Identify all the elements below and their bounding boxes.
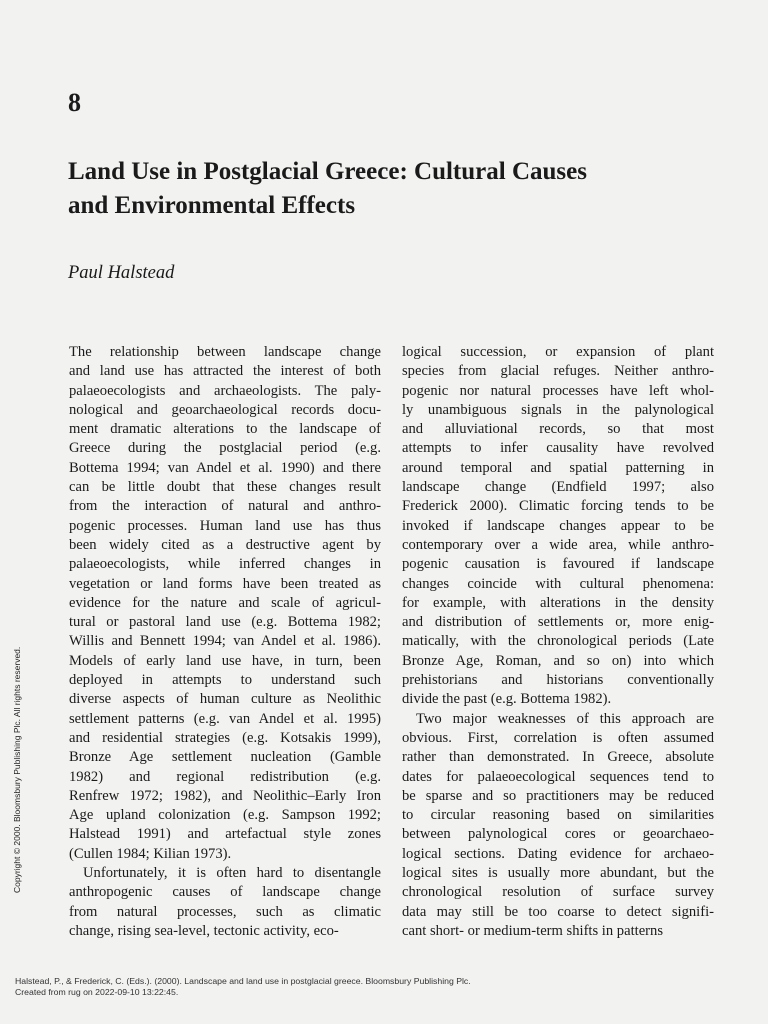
body-text-line: Two major weaknesses of this approach are — [416, 710, 714, 727]
copyright-sidenote: Copyright © 2000. Bloomsbury Publishing Plc. All rights reserved. — [12, 646, 22, 893]
page-footer — [15, 976, 471, 998]
body-text-line: deployed in attempts to understand such — [69, 672, 381, 689]
footer-created: Created from rug on 2022-09-10 13:22:45. — [15, 987, 179, 997]
body-column-left — [69, 343, 381, 941]
body-text-line: Age upland colonization (e.g. Sampson 1992; — [69, 807, 381, 824]
body-text-line: 1982) and regional redistribution (e.g. — [69, 768, 381, 785]
chapter-title-line: Land Use in Postglacial Greece: Cultural Causes — [68, 158, 587, 185]
body-text-line: ly unambiguous signals in the palynological — [402, 401, 714, 418]
body-text-line: diverse aspects of human culture as Neolithic — [69, 691, 381, 708]
body-text-line: Models of early land use have, in turn, been — [69, 652, 381, 669]
body-text-line: chronological resolution of surface survey — [402, 884, 714, 901]
body-text-line: around temporal and spatial patterning in — [402, 459, 714, 476]
body-text-line: vegetation or land forms have been treated as — [69, 575, 381, 592]
chapter-number: 8 — [68, 88, 81, 117]
body-text-line: logical sites is usually more abundant, but the — [402, 865, 714, 882]
body-text-line: logical succession, or expansion of plant — [402, 344, 714, 360]
body-text-line: nological and geoarchaeological records docu- — [69, 401, 381, 418]
body-text-line: pogenic causation is favoured if landscape — [402, 556, 714, 573]
chapter-title — [68, 155, 708, 223]
body-text-line: invoked if landscape changes appear to be — [402, 517, 714, 534]
body-text-line: dates for palaeoecological sequences tend to — [402, 768, 714, 785]
body-text-line: contemporary over a wide area, while anthro- — [402, 536, 714, 553]
body-text-line: from the interaction of natural and anthro- — [69, 498, 381, 515]
footer-citation: Halstead, P., & Frederick, C. (Eds.). (2000). Landscape and land use in postglacial greece. Bloomsbury Publishing Plc. — [15, 976, 471, 986]
body-text-line: been widely cited as a destructive agent by — [69, 536, 381, 553]
body-text-line: Halstead 1991) and artefactual style zones — [69, 826, 381, 843]
body-text-line: changes coincide with cultural phenomena: — [402, 575, 714, 592]
body-text-line: to circular reasoning based on similarities — [402, 807, 714, 824]
body-column-right — [402, 343, 714, 941]
body-text-line: and residential strategies (e.g. Kotsakis 1999), — [69, 729, 381, 746]
body-text-line: palaeoecologists and archaeologists. The paly- — [69, 382, 381, 399]
body-text-line: matically, with the chronological periods (Late — [402, 633, 714, 650]
body-text-line: Bottema 1994; van Andel et al. 1990) and there — [69, 459, 381, 476]
body-text-line: ment dramatic alterations to the landscape of — [69, 421, 381, 438]
body-text-line: obvious. First, correlation is often assumed — [402, 729, 714, 746]
body-text-line: for example, with alterations in the density — [402, 594, 714, 611]
body-text-line: be sparse and so practitioners may be reduced — [402, 787, 714, 804]
body-text-line: pogenic processes. Human land use has thus — [69, 517, 381, 534]
body-text-line: Renfrew 1972; 1982), and Neolithic–Early Iron — [69, 787, 381, 804]
body-text-line: can be little doubt that these changes result — [69, 479, 381, 496]
body-text-line: Bronze Age, Roman, and so on) into which — [402, 652, 714, 669]
body-text-line: The relationship between landscape change — [69, 344, 381, 360]
body-text-line: Willis and Bennett 1994; van Andel et al. 1986). — [69, 633, 381, 650]
body-text-line: attempts to infer causality have revolved — [402, 440, 714, 457]
body-text-line: and distribution of settlements or, more enig- — [402, 614, 714, 631]
body-text-line: evidence for the nature and scale of agricul- — [69, 594, 381, 611]
body-text-line: Unfortunately, it is often hard to disentangle — [83, 865, 381, 882]
body-text-line: change, rising sea-level, tectonic activity, eco- — [69, 922, 339, 939]
body-text-line: Bronze Age settlement nucleation (Gamble — [69, 749, 381, 766]
body-text-line: species from glacial refuges. Neither anthro- — [402, 363, 714, 380]
body-text-line: prehistorians and historians conventionally — [402, 672, 714, 689]
body-text-line: settlement patterns (e.g. van Andel et al. 1995) — [69, 710, 381, 727]
body-text-line: rather than demonstrated. In Greece, absolute — [402, 749, 714, 766]
body-text-line: and alluviational records, so that most — [402, 421, 714, 438]
chapter-title-line: and Environmental Effects — [68, 192, 356, 219]
body-text-line: Greece during the postglacial period (e.g. — [69, 440, 381, 457]
body-text-line: data may still be too coarse to detect signifi- — [402, 903, 714, 920]
body-text-line: and land use has attracted the interest of both — [69, 363, 381, 380]
body-text-line: pogenic nor natural processes have left whol- — [402, 382, 714, 399]
body-text-line: landscape change (Endfield 1997; also — [402, 479, 714, 496]
body-text-line: between palynological cores or geoarchaeo- — [402, 826, 714, 843]
body-text-line: from natural processes, such as climatic — [69, 903, 381, 920]
author-name: Paul Halstead — [68, 263, 175, 283]
body-text-line: palaeoecologists, while inferred changes in — [69, 556, 381, 573]
body-text-line: cant short- or medium-term shifts in patterns — [402, 922, 664, 939]
body-text-line: divide the past (e.g. Bottema 1982). — [402, 691, 612, 708]
body-text-line: tural or pastoral land use (e.g. Bottema 1982; — [69, 614, 381, 631]
body-text-line: logical sections. Dating evidence for archaeo- — [402, 845, 714, 862]
body-text-line: anthropogenic causes of landscape change — [69, 884, 381, 901]
body-text-line: Frederick 2000). Climatic forcing tends to be — [402, 498, 714, 515]
body-text-line: (Cullen 1984; Kilian 1973). — [69, 845, 232, 862]
